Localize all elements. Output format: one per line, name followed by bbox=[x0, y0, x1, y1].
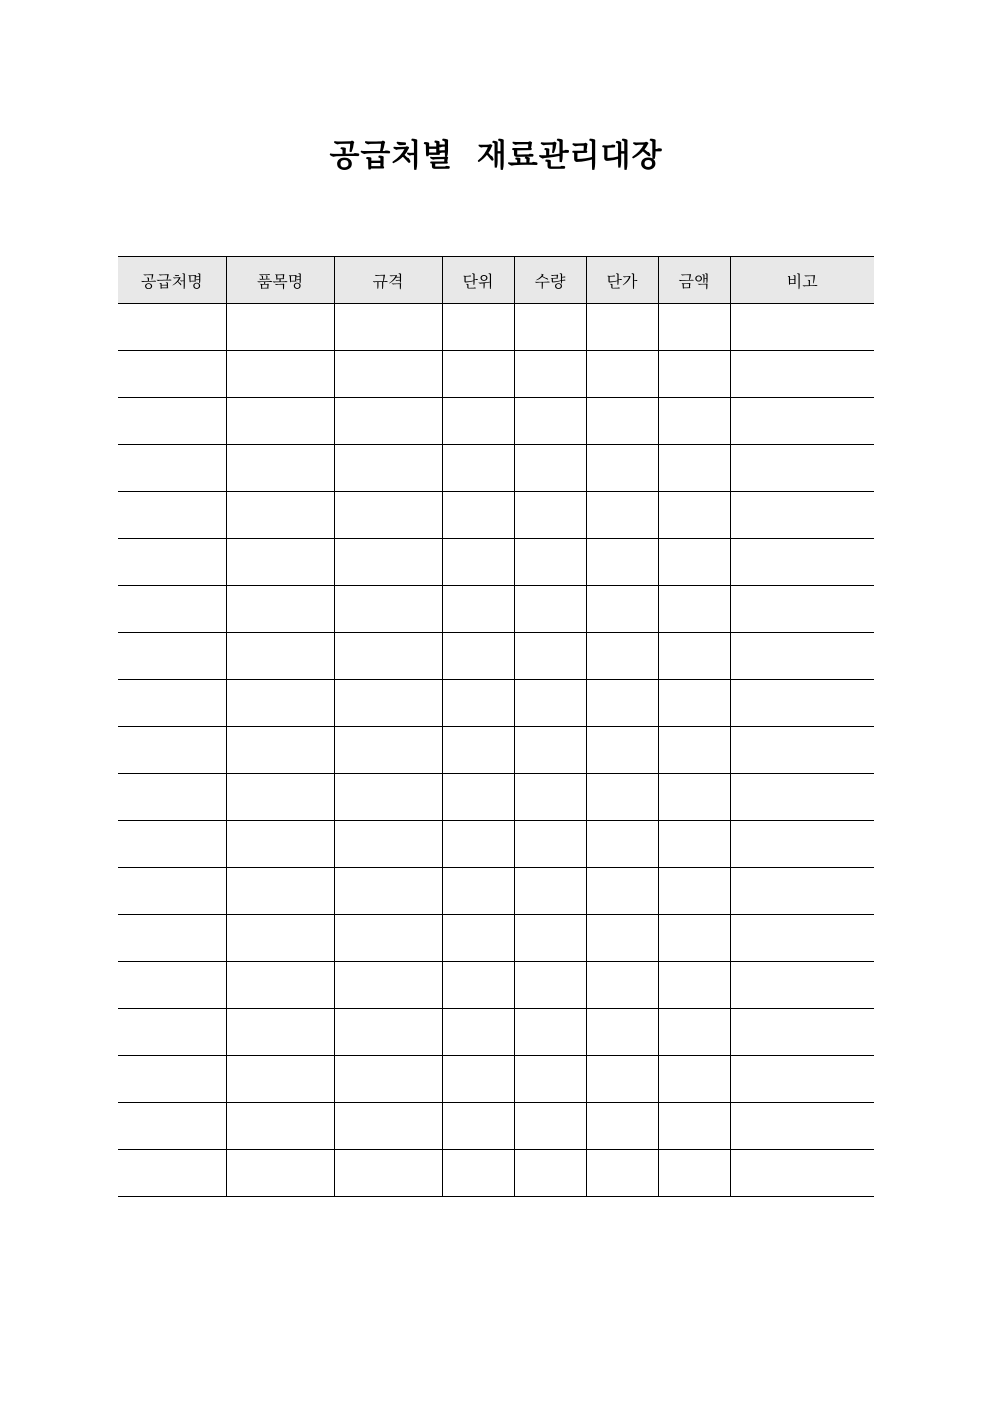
table-cell bbox=[586, 445, 658, 492]
table-cell bbox=[658, 1056, 730, 1103]
table-cell bbox=[658, 680, 730, 727]
table-cell bbox=[586, 1009, 658, 1056]
table-row bbox=[118, 962, 874, 1009]
table-row bbox=[118, 868, 874, 915]
table-cell bbox=[226, 680, 334, 727]
table-cell bbox=[514, 1009, 586, 1056]
table-cell bbox=[442, 351, 514, 398]
table-cell bbox=[118, 774, 226, 821]
table-row bbox=[118, 680, 874, 727]
table-cell bbox=[658, 1009, 730, 1056]
table-row bbox=[118, 1009, 874, 1056]
table-cell bbox=[514, 492, 586, 539]
table-cell bbox=[586, 586, 658, 633]
table-cell bbox=[586, 727, 658, 774]
table-cell bbox=[334, 962, 442, 1009]
table-cell bbox=[658, 586, 730, 633]
table-row bbox=[118, 821, 874, 868]
table-cell bbox=[658, 727, 730, 774]
table-cell bbox=[226, 1056, 334, 1103]
table-cell bbox=[334, 492, 442, 539]
table-cell bbox=[226, 398, 334, 445]
header-specification: 규격 bbox=[334, 257, 442, 304]
table-cell bbox=[586, 304, 658, 351]
table-cell bbox=[334, 680, 442, 727]
table-row bbox=[118, 492, 874, 539]
table-cell bbox=[730, 445, 874, 492]
table-cell bbox=[730, 774, 874, 821]
table-cell bbox=[586, 1056, 658, 1103]
table-cell bbox=[334, 398, 442, 445]
table-cell bbox=[730, 680, 874, 727]
table-cell bbox=[334, 445, 442, 492]
table-cell bbox=[658, 962, 730, 1009]
table-row bbox=[118, 586, 874, 633]
table-cell bbox=[226, 727, 334, 774]
table-cell bbox=[586, 680, 658, 727]
table-cell bbox=[442, 915, 514, 962]
table-cell bbox=[118, 398, 226, 445]
table-cell bbox=[658, 304, 730, 351]
header-item-name: 품목명 bbox=[226, 257, 334, 304]
table-cell bbox=[118, 821, 226, 868]
table-cell bbox=[334, 1009, 442, 1056]
table-cell bbox=[118, 727, 226, 774]
table-cell bbox=[586, 915, 658, 962]
table-header-row bbox=[118, 257, 874, 304]
table-cell bbox=[334, 821, 442, 868]
table-cell bbox=[334, 727, 442, 774]
table-cell bbox=[334, 586, 442, 633]
page-title: 공급처별 재료관리대장 bbox=[329, 138, 663, 174]
table-cell bbox=[334, 539, 442, 586]
table-cell bbox=[118, 868, 226, 915]
table-cell bbox=[442, 680, 514, 727]
material-ledger-table bbox=[118, 256, 874, 1197]
table-cell bbox=[514, 1150, 586, 1197]
table-cell bbox=[334, 774, 442, 821]
table-cell bbox=[118, 586, 226, 633]
table-cell bbox=[118, 351, 226, 398]
table-row bbox=[118, 1103, 874, 1150]
table-cell bbox=[514, 680, 586, 727]
table-cell bbox=[514, 398, 586, 445]
table-cell bbox=[514, 774, 586, 821]
table-row bbox=[118, 915, 874, 962]
table-row bbox=[118, 1056, 874, 1103]
table-cell bbox=[334, 633, 442, 680]
table-cell bbox=[334, 1056, 442, 1103]
table-cell bbox=[226, 304, 334, 351]
table-cell bbox=[226, 1150, 334, 1197]
table-cell bbox=[118, 962, 226, 1009]
table-cell bbox=[586, 539, 658, 586]
table-cell bbox=[586, 868, 658, 915]
table-row bbox=[118, 633, 874, 680]
table-cell bbox=[442, 304, 514, 351]
table-row bbox=[118, 398, 874, 445]
table-cell bbox=[730, 1103, 874, 1150]
table-cell bbox=[442, 868, 514, 915]
table-cell bbox=[514, 868, 586, 915]
table-cell bbox=[658, 868, 730, 915]
table-cell bbox=[226, 774, 334, 821]
table-cell bbox=[334, 1103, 442, 1150]
table-cell bbox=[118, 492, 226, 539]
header-unit-price: 단가 bbox=[586, 257, 658, 304]
table-cell bbox=[658, 633, 730, 680]
table-row bbox=[118, 727, 874, 774]
table-cell bbox=[514, 633, 586, 680]
header-remarks: 비고 bbox=[730, 257, 874, 304]
table-cell bbox=[442, 1150, 514, 1197]
table-cell bbox=[730, 351, 874, 398]
table-cell bbox=[442, 539, 514, 586]
table-cell bbox=[730, 633, 874, 680]
table-cell bbox=[442, 445, 514, 492]
table-cell bbox=[226, 351, 334, 398]
table-cell bbox=[226, 915, 334, 962]
table-cell bbox=[118, 445, 226, 492]
table-cell bbox=[118, 915, 226, 962]
table-cell bbox=[730, 539, 874, 586]
table-cell bbox=[730, 727, 874, 774]
table-cell bbox=[334, 868, 442, 915]
table-cell bbox=[226, 539, 334, 586]
header-amount: 금액 bbox=[658, 257, 730, 304]
table-cell bbox=[118, 1103, 226, 1150]
table-cell bbox=[730, 492, 874, 539]
table-row bbox=[118, 351, 874, 398]
table-row bbox=[118, 1150, 874, 1197]
table-row bbox=[118, 445, 874, 492]
table-cell bbox=[514, 539, 586, 586]
header-unit: 단위 bbox=[442, 257, 514, 304]
table-cell bbox=[442, 1103, 514, 1150]
table-row bbox=[118, 304, 874, 351]
table-cell bbox=[586, 1103, 658, 1150]
table-cell bbox=[514, 821, 586, 868]
table-cell bbox=[226, 633, 334, 680]
table-cell bbox=[730, 821, 874, 868]
table-cell bbox=[514, 445, 586, 492]
table-cell bbox=[442, 586, 514, 633]
table-cell bbox=[730, 1009, 874, 1056]
table-cell bbox=[226, 1009, 334, 1056]
table-cell bbox=[586, 821, 658, 868]
table-cell bbox=[730, 915, 874, 962]
table-cell bbox=[730, 1150, 874, 1197]
table-cell bbox=[658, 445, 730, 492]
table-cell bbox=[226, 868, 334, 915]
table-row bbox=[118, 539, 874, 586]
table-cell bbox=[334, 351, 442, 398]
table-cell bbox=[514, 915, 586, 962]
table-cell bbox=[658, 539, 730, 586]
table-cell bbox=[514, 1056, 586, 1103]
table-cell bbox=[442, 962, 514, 1009]
table-cell bbox=[442, 727, 514, 774]
table-cell bbox=[658, 492, 730, 539]
table-cell bbox=[442, 1009, 514, 1056]
table-cell bbox=[658, 774, 730, 821]
table-cell bbox=[118, 680, 226, 727]
table-cell bbox=[226, 492, 334, 539]
table-cell bbox=[586, 962, 658, 1009]
table-cell bbox=[118, 1150, 226, 1197]
table-cell bbox=[586, 351, 658, 398]
table-cell bbox=[514, 586, 586, 633]
table-cell bbox=[442, 633, 514, 680]
table-cell bbox=[514, 351, 586, 398]
table-cell bbox=[586, 633, 658, 680]
table-cell bbox=[442, 1056, 514, 1103]
table-cell bbox=[118, 1056, 226, 1103]
table-cell bbox=[514, 962, 586, 1009]
table-cell bbox=[514, 1103, 586, 1150]
table-cell bbox=[658, 821, 730, 868]
table-cell bbox=[586, 398, 658, 445]
table-cell bbox=[658, 915, 730, 962]
table-cell bbox=[658, 1103, 730, 1150]
table-cell bbox=[730, 962, 874, 1009]
table-cell bbox=[730, 1056, 874, 1103]
table-row bbox=[118, 774, 874, 821]
table-body bbox=[118, 304, 874, 1197]
table-cell bbox=[226, 445, 334, 492]
table-cell bbox=[442, 398, 514, 445]
table-cell bbox=[442, 774, 514, 821]
table-cell bbox=[586, 492, 658, 539]
table-cell bbox=[118, 304, 226, 351]
table-cell bbox=[586, 774, 658, 821]
table-cell bbox=[226, 821, 334, 868]
table-cell bbox=[118, 633, 226, 680]
table-cell bbox=[514, 304, 586, 351]
table-cell bbox=[442, 492, 514, 539]
table-cell bbox=[334, 1150, 442, 1197]
table-cell bbox=[442, 821, 514, 868]
table-cell bbox=[730, 586, 874, 633]
table-cell bbox=[514, 727, 586, 774]
table-cell bbox=[118, 1009, 226, 1056]
table-cell bbox=[226, 962, 334, 1009]
table-cell bbox=[730, 398, 874, 445]
table-cell bbox=[334, 304, 442, 351]
table-cell bbox=[226, 586, 334, 633]
header-quantity: 수량 bbox=[514, 257, 586, 304]
table-cell bbox=[658, 1150, 730, 1197]
table-cell bbox=[658, 398, 730, 445]
header-supplier-name: 공급처명 bbox=[118, 257, 226, 304]
table-cell bbox=[226, 1103, 334, 1150]
table-cell bbox=[730, 868, 874, 915]
table-cell bbox=[658, 351, 730, 398]
table-cell bbox=[730, 304, 874, 351]
table-cell bbox=[118, 539, 226, 586]
table-cell bbox=[586, 1150, 658, 1197]
table-cell bbox=[334, 915, 442, 962]
